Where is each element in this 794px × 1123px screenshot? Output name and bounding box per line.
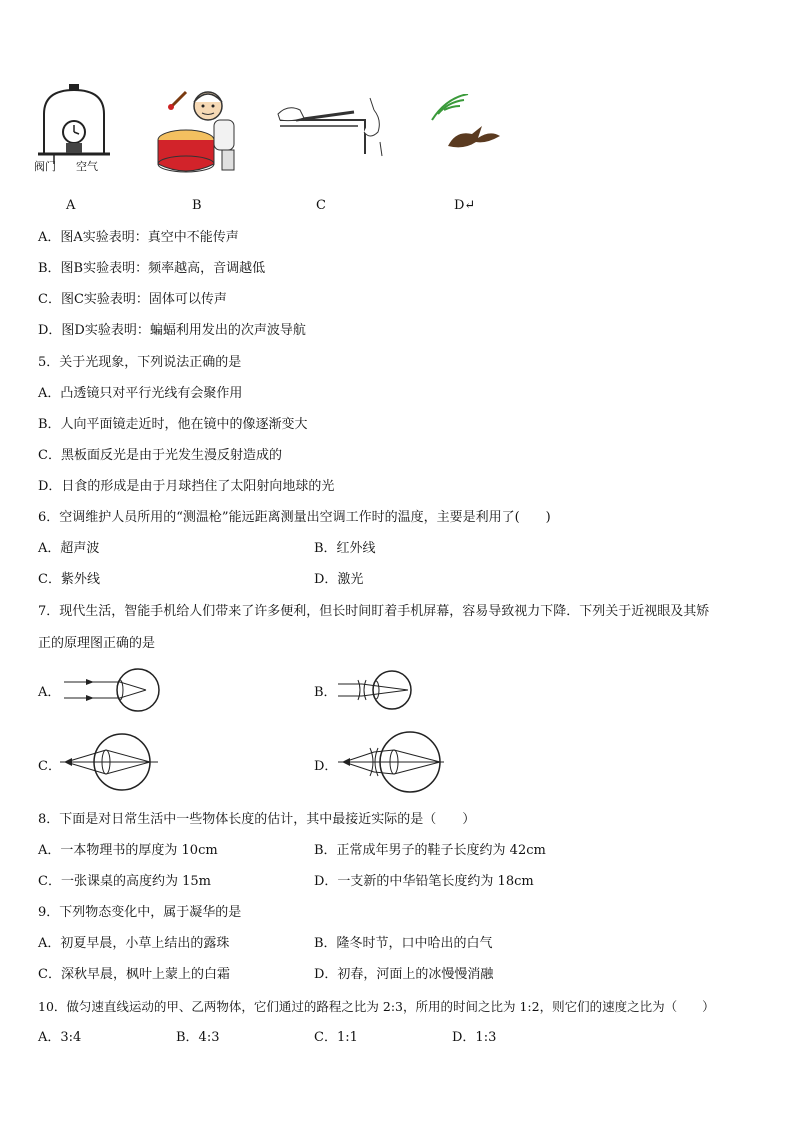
q9-option-a: A．初夏早晨，小草上结出的露珠 (38, 936, 230, 951)
figure-b-drummer (150, 84, 242, 176)
q6-option-d: D．激光 (314, 572, 364, 587)
figure-d-bat-sound-waves (420, 94, 506, 156)
figure-c-ruler-on-table (270, 92, 400, 158)
q5-option-d: D．日食的形成是由于月球挡住了太阳射向地球的光 (38, 479, 335, 494)
q7-option-c-label: C． (38, 759, 61, 774)
q9-option-b: B．隆冬时节，口中哈出的白气 (314, 936, 493, 951)
q7-eye-diagram-c (60, 732, 160, 792)
figure-a-caption-valve: 阀门 (34, 160, 56, 173)
q9-stem: 9．下列物态变化中，属于凝华的是 (38, 905, 242, 920)
q9-option-d: D．初春，河面上的冰慢慢消融 (314, 967, 494, 982)
q7-option-a-label: A． (38, 685, 61, 700)
q7-option-d-label: D． (314, 759, 338, 774)
q10-option-a: A．3:4 (38, 1030, 82, 1045)
q8-option-c: C．一张课桌的高度约为 15m (38, 874, 211, 889)
figure-a-bell-jar (34, 84, 114, 176)
q7-eye-diagram-a (64, 668, 164, 712)
q8-option-a: A．一本物理书的厚度为 10cm (38, 843, 218, 858)
figure-label-d: D↵ (454, 198, 476, 213)
q7-option-b-label: B． (314, 685, 337, 700)
figure-a-caption-air: 空气 (76, 160, 98, 173)
q9-option-c: C．深秋早晨，枫叶上蒙上的白霜 (38, 967, 230, 982)
q7-eye-diagram-d (338, 730, 448, 794)
q10-option-c: C．1:1 (314, 1030, 358, 1045)
q5-option-c: C．黑板面反光是由于光发生漫反射造成的 (38, 448, 282, 463)
q7-eye-diagram-b (338, 668, 418, 712)
q5-option-a: A．凸透镜只对平行光线有会聚作用 (38, 386, 243, 401)
q6-stem: 6．空调维护人员所用的“测温枪”能远距离测量出空调工作时的温度，主要是利用了( ) (38, 510, 551, 525)
q6-option-b: B．红外线 (314, 541, 376, 556)
q7-stem-line1: 7．现代生活，智能手机给人们带来了许多便利，但长时间盯着手机屏幕，容易导致视力下降．下列关于近视眼及其矫 (38, 604, 710, 619)
q5-option-b: B．人向平面镜走近时，他在镜中的像逐渐变大 (38, 417, 308, 432)
q10-stem: 10．做匀速直线运动的甲、乙两物体，它们通过的路程之比为 2:3，所用的时间之比为 1:2，则它们的速度之比为（ ） (38, 999, 715, 1014)
q4-option-d: D．图D实验表明：蝙蝠利用发出的次声波导航 (38, 323, 306, 338)
figure-label-b: B (192, 198, 202, 213)
q10-option-b: B．4:3 (176, 1030, 220, 1045)
figure-label-a: A (66, 198, 76, 213)
q10-option-d: D．1:3 (452, 1030, 497, 1045)
figure-label-c: C (316, 198, 326, 213)
q8-stem: 8．下面是对日常生活中一些物体长度的估计，其中最接近实际的是（ ） (38, 812, 476, 827)
q4-option-a: A．图A实验表明：真空中不能传声 (38, 230, 239, 245)
q7-stem-line2: 正的原理图正确的是 (38, 636, 156, 651)
q6-option-a: A．超声波 (38, 541, 100, 556)
q5-stem: 5．关于光现象，下列说法正确的是 (38, 355, 242, 370)
q8-option-d: D．一支新的中华铅笔长度约为 18cm (314, 874, 534, 889)
q6-option-c: C．紫外线 (38, 572, 100, 587)
q4-option-c: C．图C实验表明：固体可以传声 (38, 292, 227, 307)
q4-option-b: B．图B实验表明：频率越高，音调越低 (38, 261, 266, 276)
q8-option-b: B．正常成年男子的鞋子长度约为 42cm (314, 843, 546, 858)
